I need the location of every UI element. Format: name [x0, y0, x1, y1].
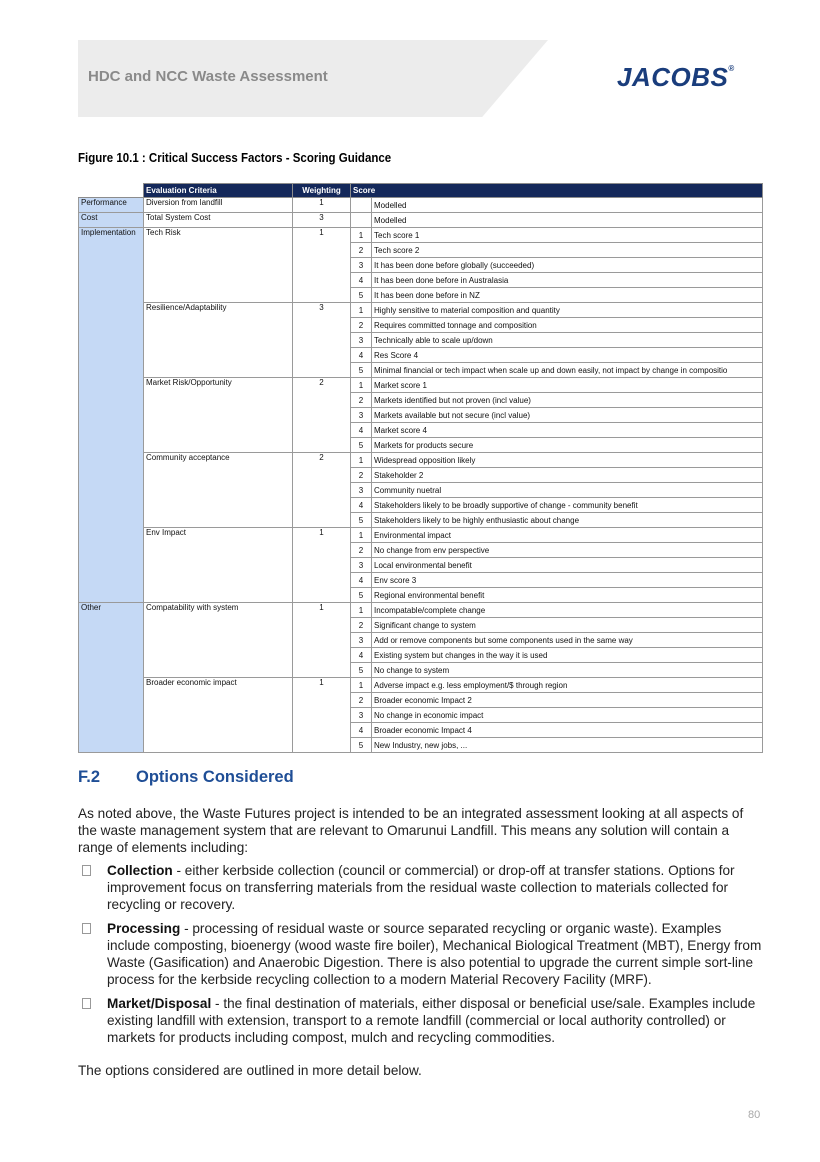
scoring-guidance-table — [78, 183, 763, 753]
table-row — [79, 678, 763, 693]
intro-paragraph: As noted above, the Waste Futures project is intended to be an integrated assessment looking at all aspects of the waste management system that are relevant to Omarunui Landfill. This means any solution will contain a range of elements including: — [78, 806, 744, 855]
score-description-cell: No change from env perspective — [372, 543, 763, 558]
bullet-term: Processing — [107, 921, 181, 936]
score-description-cell: It has been done before in Australasia — [372, 273, 763, 288]
score-cell: 4 — [351, 648, 372, 663]
score-cell: 2 — [351, 243, 372, 258]
score-cell: 5 — [351, 738, 372, 753]
score-cell: 5 — [351, 363, 372, 378]
score-description-cell: Stakeholder 2 — [372, 468, 763, 483]
logo-registered-mark: ® — [728, 64, 735, 73]
score-cell: 4 — [351, 348, 372, 363]
criteria-cell: Compatability with system — [144, 603, 293, 678]
score-cell: 1 — [351, 228, 372, 243]
bullet-text — [107, 920, 767, 988]
score-cell: 5 — [351, 513, 372, 528]
bullet-text — [107, 995, 767, 1046]
table-row — [79, 213, 763, 228]
weighting-cell: 2 — [293, 378, 351, 453]
score-description-cell: Local environmental benefit — [372, 558, 763, 573]
closing-paragraph: The options considered are outlined in more detail below. — [78, 1063, 422, 1078]
header-blank-cell — [79, 184, 144, 198]
bullet-box-icon — [82, 923, 91, 934]
score-cell: 4 — [351, 273, 372, 288]
weighting-cell: 1 — [293, 528, 351, 603]
category-cell: Other — [79, 603, 144, 753]
score-cell — [351, 213, 372, 228]
bullet-item — [78, 995, 768, 1047]
weighting-cell: 1 — [293, 603, 351, 678]
bullet-box-icon — [82, 998, 91, 1009]
score-cell: 2 — [351, 693, 372, 708]
score-cell: 2 — [351, 318, 372, 333]
weighting-cell: 3 — [293, 303, 351, 378]
table-row — [79, 528, 763, 543]
score-description-cell: Modelled — [372, 198, 763, 213]
score-cell: 3 — [351, 258, 372, 273]
weighting-cell: 1 — [293, 198, 351, 213]
bullet-box-icon — [82, 865, 91, 876]
page-number: 80 — [748, 1109, 761, 1121]
score-description-cell: Significant change to system — [372, 618, 763, 633]
criteria-cell: Env Impact — [144, 528, 293, 603]
score-description-cell: Tech score 1 — [372, 228, 763, 243]
score-cell — [351, 198, 372, 213]
score-description-cell: Res Score 4 — [372, 348, 763, 363]
score-cell: 3 — [351, 333, 372, 348]
score-description-cell: Stakeholders likely to be highly enthusiastic about change — [372, 513, 763, 528]
score-description-cell: Market score 4 — [372, 423, 763, 438]
score-cell: 2 — [351, 543, 372, 558]
score-cell: 1 — [351, 528, 372, 543]
score-description-cell: Community nuetral — [372, 483, 763, 498]
criteria-cell: Diversion from landfill — [144, 198, 293, 213]
score-description-cell: Modelled — [372, 213, 763, 228]
score-description-cell: Minimal financial or tech impact when scale up and down easily, not impact by change in compositio — [372, 363, 763, 378]
score-description-cell: No change in economic impact — [372, 708, 763, 723]
criteria-cell: Community acceptance — [144, 453, 293, 528]
score-cell: 3 — [351, 708, 372, 723]
score-cell: 1 — [351, 303, 372, 318]
score-description-cell: It has been done before in NZ — [372, 288, 763, 303]
table-row — [79, 303, 763, 318]
score-description-cell: Broader economic Impact 4 — [372, 723, 763, 738]
score-description-cell: Env score 3 — [372, 573, 763, 588]
section-heading — [78, 768, 294, 787]
table-body — [79, 198, 763, 753]
score-description-cell: Tech score 2 — [372, 243, 763, 258]
category-cell: Performance — [79, 198, 144, 213]
score-cell: 2 — [351, 618, 372, 633]
header-score: Score — [351, 184, 763, 198]
score-description-cell: Markets available but not secure (incl value) — [372, 408, 763, 423]
score-cell: 4 — [351, 723, 372, 738]
figure-title: Figure 10.1 : Critical Success Factors - Scoring Guidance — [78, 151, 392, 165]
weighting-cell: 2 — [293, 453, 351, 528]
score-description-cell: Technically able to scale up/down — [372, 333, 763, 348]
header-weighting: Weighting — [293, 184, 351, 198]
score-description-cell: Stakeholders likely to be broadly supportive of change - community benefit — [372, 498, 763, 513]
score-description-cell: Broader economic Impact 2 — [372, 693, 763, 708]
document-title: HDC and NCC Waste Assessment — [88, 68, 328, 85]
bullet-item — [78, 920, 768, 990]
bullet-term: Collection — [107, 863, 173, 878]
section-title: Options Considered — [136, 768, 294, 786]
table-row — [79, 198, 763, 213]
score-cell: 4 — [351, 423, 372, 438]
score-description-cell: Environmental impact — [372, 528, 763, 543]
table-row — [79, 603, 763, 618]
score-cell: 5 — [351, 588, 372, 603]
logo-text: JACOBS — [617, 62, 729, 92]
score-description-cell: Regional environmental benefit — [372, 588, 763, 603]
score-cell: 1 — [351, 603, 372, 618]
score-description-cell: Add or remove components but some components used in the same way — [372, 633, 763, 648]
score-cell: 3 — [351, 408, 372, 423]
weighting-cell: 1 — [293, 228, 351, 303]
criteria-cell: Total System Cost — [144, 213, 293, 228]
category-cell: Cost — [79, 213, 144, 228]
score-description-cell: Market score 1 — [372, 378, 763, 393]
criteria-cell: Market Risk/Opportunity — [144, 378, 293, 453]
score-cell: 3 — [351, 558, 372, 573]
weighting-cell: 1 — [293, 678, 351, 753]
score-cell: 1 — [351, 678, 372, 693]
criteria-cell: Resilience/Adaptability — [144, 303, 293, 378]
score-description-cell: Incompatable/complete change — [372, 603, 763, 618]
score-description-cell: Adverse impact e.g. less employment/$ through region — [372, 678, 763, 693]
score-description-cell: Widespread opposition likely — [372, 453, 763, 468]
criteria-cell: Tech Risk — [144, 228, 293, 303]
category-cell: Implementation — [79, 228, 144, 603]
score-description-cell: Markets for products secure — [372, 438, 763, 453]
bullet-description: - the final destination of materials, either disposal or beneficial use/sale. Examples include existing landfill with extension, transport to a remote landfill (commercial or local authority controlled) or markets for products including compost, mulch and recycling commodities. — [107, 996, 756, 1045]
score-cell: 5 — [351, 438, 372, 453]
bullet-description: - processing of residual waste or source separated recycling or organic waste). Examples include composting, bioenergy (wood waste fire boiler), Mechanical Biological Treatment (MBT), Energy from Waste (Gasification) and Anaerobic Digestion. There is also potential to upgrade the current simple sort-line process for the kerbside recycling collection to a modern Material Recovery Facility (MRF). — [107, 921, 762, 987]
table-header-row — [79, 184, 763, 198]
score-description-cell: No change to system — [372, 663, 763, 678]
score-cell: 4 — [351, 498, 372, 513]
score-description-cell: Requires committed tonnage and composition — [372, 318, 763, 333]
header-evaluation-criteria: Evaluation Criteria — [144, 184, 293, 198]
score-cell: 3 — [351, 483, 372, 498]
score-cell: 5 — [351, 663, 372, 678]
table-row — [79, 453, 763, 468]
bullet-term: Market/Disposal — [107, 996, 212, 1011]
table-row — [79, 228, 763, 243]
criteria-cell: Broader economic impact — [144, 678, 293, 753]
score-cell: 5 — [351, 288, 372, 303]
table-row — [79, 378, 763, 393]
bullet-description: - either kerbside collection (council or commercial) or drop-off at transfer stations. Options for improvement focus on transferring materials from the residual waste collection to materials collected for recycling or recovery. — [107, 863, 735, 912]
jacobs-logo — [617, 62, 735, 93]
score-cell: 1 — [351, 378, 372, 393]
score-description-cell: Highly sensitive to material composition and quantity — [372, 303, 763, 318]
bullet-item — [78, 862, 768, 914]
bullet-text — [107, 862, 767, 913]
section-number: F.2 — [78, 768, 101, 786]
score-cell: 1 — [351, 453, 372, 468]
score-cell: 3 — [351, 633, 372, 648]
score-description-cell: Markets identified but not proven (incl value) — [372, 393, 763, 408]
score-cell: 2 — [351, 393, 372, 408]
weighting-cell: 3 — [293, 213, 351, 228]
score-description-cell: Existing system but changes in the way it is used — [372, 648, 763, 663]
score-description-cell: New Industry, new jobs, ... — [372, 738, 763, 753]
score-description-cell: It has been done before globally (succeeded) — [372, 258, 763, 273]
score-cell: 4 — [351, 573, 372, 588]
score-cell: 2 — [351, 468, 372, 483]
